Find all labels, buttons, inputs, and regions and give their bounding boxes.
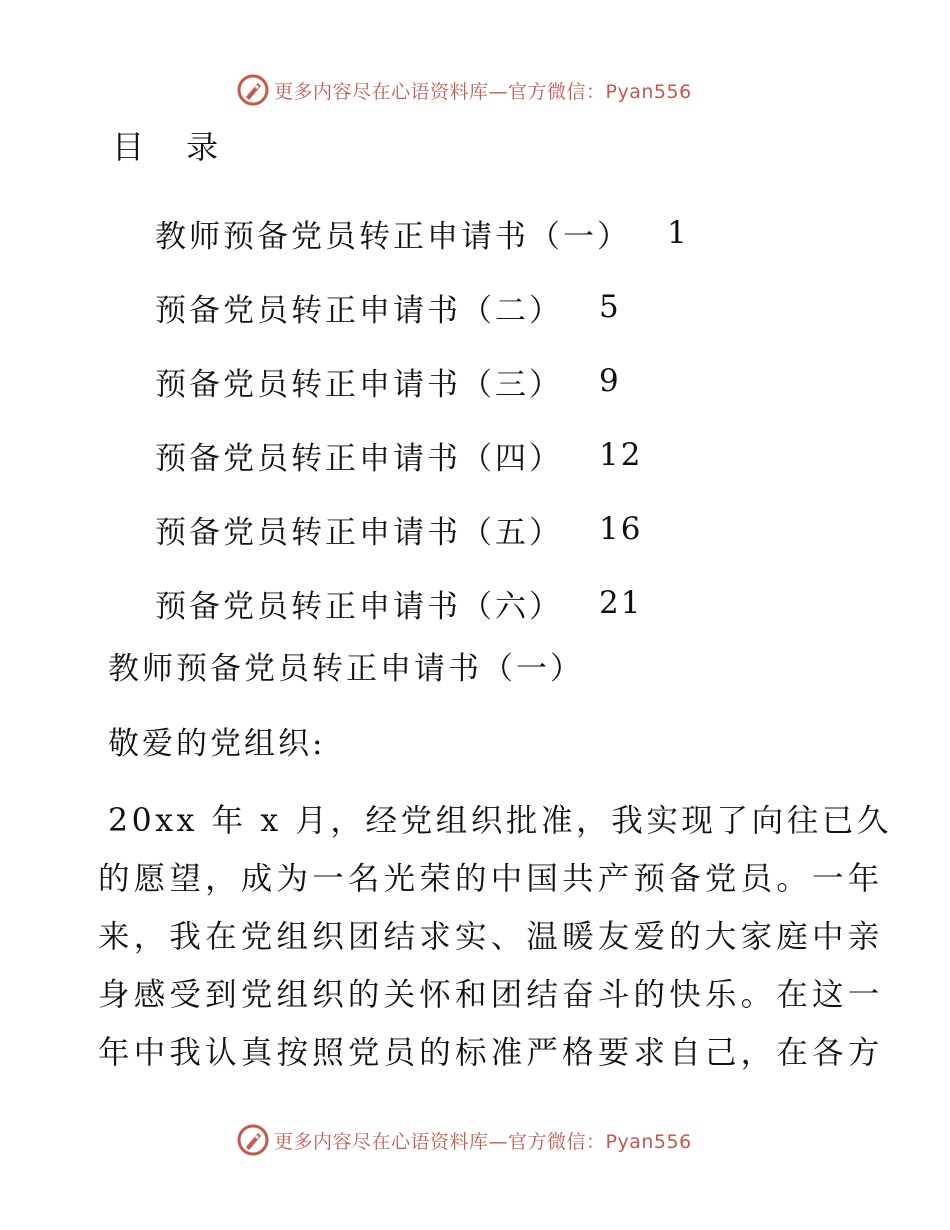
toc-item-page: 12 — [599, 437, 643, 473]
toc-item-page: 5 — [599, 289, 621, 325]
watermark-text: 更多内容尽在心语资料库—官方微信：Pyan556 — [274, 1130, 692, 1153]
pen-nib-logo-icon — [236, 73, 270, 107]
toc-item[interactable] — [155, 492, 689, 566]
toc-title: 目 录 — [112, 128, 235, 166]
body-line: 年中我认真按照党员的标准严格要求自己，在各方 — [98, 1035, 884, 1071]
pen-nib-logo-icon — [236, 1123, 270, 1157]
toc-item-page: 16 — [599, 511, 643, 547]
body-line: 20xx 年 x 月，经党组织批准，我实现了向往已久 — [108, 803, 893, 839]
salutation: 敬爱的党组织: — [108, 726, 326, 762]
toc-item-label: 预备党员转正申请书（六） — [155, 588, 563, 625]
header-watermark — [236, 73, 692, 107]
toc-item[interactable] — [155, 196, 689, 270]
body-line: 的愿望，成为一名光荣的中国共产预备党员。一年 — [98, 861, 884, 897]
toc-item-page: 21 — [599, 585, 643, 621]
toc-item-label: 预备党员转正申请书（四） — [155, 440, 563, 477]
body-paragraph — [98, 792, 893, 1082]
table-of-contents — [155, 196, 689, 640]
toc-item-label: 教师预备党员转正申请书（一） — [155, 218, 631, 255]
toc-item-page: 9 — [599, 363, 621, 399]
body-line: 来，我在党组织团结求实、温暖友爱的大家庭中亲 — [98, 919, 884, 955]
toc-item-label: 预备党员转正申请书（二） — [155, 292, 563, 329]
toc-item[interactable] — [155, 418, 689, 492]
toc-item[interactable] — [155, 344, 689, 418]
body-line: 身感受到党组织的关怀和团结奋斗的快乐。在这一 — [98, 977, 884, 1013]
toc-item[interactable] — [155, 270, 689, 344]
section-heading: 教师预备党员转正申请书（一） — [108, 651, 584, 687]
toc-item-page: 1 — [667, 215, 689, 251]
toc-item-label: 预备党员转正申请书（五） — [155, 514, 563, 551]
watermark-text: 更多内容尽在心语资料库—官方微信：Pyan556 — [274, 80, 692, 103]
toc-item[interactable] — [155, 566, 689, 640]
toc-item-label: 预备党员转正申请书（三） — [155, 366, 563, 403]
footer-watermark — [236, 1123, 692, 1157]
